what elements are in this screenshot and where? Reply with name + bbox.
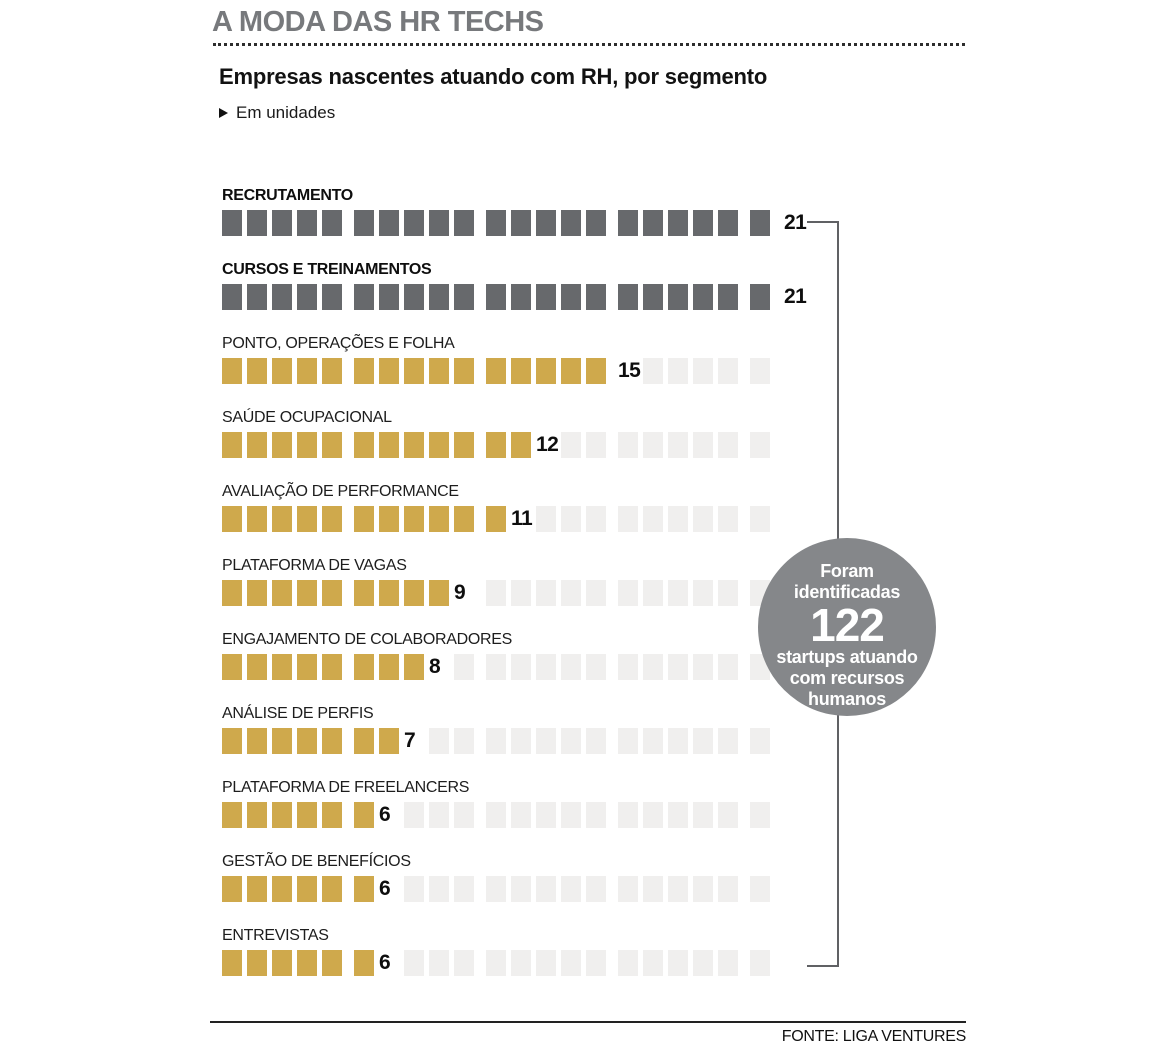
callout-line: Foram <box>820 561 874 581</box>
filled-square <box>297 802 317 828</box>
filled-square <box>354 432 374 458</box>
filled-square <box>297 950 317 976</box>
filled-square <box>247 950 267 976</box>
empty-square <box>486 654 506 680</box>
empty-square <box>668 802 688 828</box>
filled-square <box>511 284 531 310</box>
filled-square <box>222 654 242 680</box>
empty-square <box>618 950 638 976</box>
filled-square <box>272 876 292 902</box>
filled-square <box>322 432 342 458</box>
filled-square <box>247 876 267 902</box>
filled-square <box>429 358 449 384</box>
empty-square <box>561 950 581 976</box>
empty-square <box>511 950 531 976</box>
empty-square <box>693 950 713 976</box>
empty-square <box>536 654 556 680</box>
segment-label: PLATAFORMA DE VAGAS <box>222 557 407 574</box>
filled-square <box>247 432 267 458</box>
empty-square <box>561 506 581 532</box>
empty-square <box>693 432 713 458</box>
empty-square <box>511 654 531 680</box>
empty-square <box>511 876 531 902</box>
callout-total: 122 <box>810 599 884 651</box>
source-credit: FONTE: LIGA VENTURES <box>781 1028 966 1045</box>
filled-square <box>222 506 242 532</box>
empty-square <box>586 950 606 976</box>
filled-square <box>272 728 292 754</box>
filled-square <box>222 950 242 976</box>
empty-square <box>429 802 449 828</box>
empty-square <box>561 728 581 754</box>
filled-square <box>404 432 424 458</box>
filled-square <box>272 210 292 236</box>
filled-square <box>429 432 449 458</box>
filled-square <box>511 358 531 384</box>
filled-square <box>272 654 292 680</box>
empty-square <box>693 728 713 754</box>
filled-square <box>322 802 342 828</box>
filled-square <box>668 210 688 236</box>
page-title: A MODA DAS HR TECHS <box>212 6 544 38</box>
empty-square <box>511 580 531 606</box>
bracket-bottom-line <box>807 965 839 967</box>
empty-square <box>618 654 638 680</box>
filled-square <box>486 284 506 310</box>
filled-square <box>297 358 317 384</box>
empty-square <box>511 802 531 828</box>
empty-square <box>750 876 770 902</box>
segment-value: 11 <box>511 507 533 530</box>
filled-square <box>222 358 242 384</box>
empty-square <box>536 876 556 902</box>
empty-square <box>511 728 531 754</box>
segment-bar <box>222 654 806 680</box>
filled-square <box>272 284 292 310</box>
filled-square <box>322 728 342 754</box>
empty-square <box>643 876 663 902</box>
empty-square <box>718 950 738 976</box>
segment-label: SAÚDE OCUPACIONAL <box>222 409 392 426</box>
empty-square <box>643 358 663 384</box>
segment-value: 6 <box>379 877 391 900</box>
filled-square <box>379 432 399 458</box>
empty-square <box>486 802 506 828</box>
filled-square <box>693 210 713 236</box>
segment-bar <box>222 210 806 236</box>
filled-square <box>354 876 374 902</box>
segment-row <box>222 187 806 236</box>
empty-square <box>643 802 663 828</box>
filled-square <box>247 506 267 532</box>
segment-value: 7 <box>404 729 416 752</box>
empty-square <box>429 876 449 902</box>
filled-square <box>297 580 317 606</box>
filled-square <box>222 802 242 828</box>
filled-square <box>272 506 292 532</box>
segment-bar <box>222 728 806 754</box>
empty-square <box>586 654 606 680</box>
empty-square <box>750 358 770 384</box>
empty-square <box>668 876 688 902</box>
filled-square <box>643 284 663 310</box>
segment-row <box>222 779 806 828</box>
filled-square <box>454 432 474 458</box>
filled-square <box>297 654 317 680</box>
segment-label: GESTÃO DE BENEFÍCIOS <box>222 853 411 870</box>
segment-row <box>222 853 806 902</box>
empty-square <box>643 654 663 680</box>
empty-square <box>454 654 474 680</box>
empty-square <box>486 728 506 754</box>
filled-square <box>668 284 688 310</box>
filled-square <box>247 358 267 384</box>
segment-label: CURSOS E TREINAMENTOS <box>222 261 432 278</box>
segment-bar <box>222 580 806 606</box>
segment-row <box>222 557 806 606</box>
filled-square <box>486 210 506 236</box>
filled-square <box>536 284 556 310</box>
waffle-chart <box>222 187 806 1001</box>
callout-line: humanos <box>808 689 886 709</box>
empty-square <box>643 728 663 754</box>
filled-square <box>297 210 317 236</box>
filled-square <box>322 358 342 384</box>
segment-bar <box>222 950 806 976</box>
segment-label: ENTREVISTAS <box>222 927 329 944</box>
filled-square <box>354 728 374 754</box>
filled-square <box>454 210 474 236</box>
segment-row <box>222 409 806 458</box>
filled-square <box>354 358 374 384</box>
segment-row <box>222 705 806 754</box>
segment-value: 8 <box>429 655 441 678</box>
empty-square <box>718 506 738 532</box>
segment-value: 15 <box>618 359 641 382</box>
filled-square <box>272 432 292 458</box>
filled-square <box>429 506 449 532</box>
filled-square <box>511 210 531 236</box>
empty-square <box>693 358 713 384</box>
segment-bar <box>222 876 806 902</box>
filled-square <box>272 580 292 606</box>
segment-value: 21 <box>784 285 807 308</box>
empty-square <box>750 506 770 532</box>
empty-square <box>561 654 581 680</box>
segment-value: 12 <box>536 433 559 456</box>
segment-value: 6 <box>379 951 391 974</box>
empty-square <box>404 876 424 902</box>
unit-note <box>219 103 335 123</box>
footer-divider <box>210 1021 966 1023</box>
empty-square <box>486 876 506 902</box>
filled-square <box>586 358 606 384</box>
filled-square <box>404 358 424 384</box>
empty-square <box>561 432 581 458</box>
filled-square <box>322 284 342 310</box>
filled-square <box>354 506 374 532</box>
filled-square <box>322 506 342 532</box>
empty-square <box>668 728 688 754</box>
empty-square <box>404 802 424 828</box>
empty-square <box>618 580 638 606</box>
filled-square <box>222 432 242 458</box>
empty-square <box>718 802 738 828</box>
filled-square <box>429 210 449 236</box>
empty-square <box>693 876 713 902</box>
unit-label: Em unidades <box>236 103 336 122</box>
filled-square <box>404 210 424 236</box>
segment-label: ANÁLISE DE PERFIS <box>222 705 374 722</box>
segment-row <box>222 261 806 310</box>
segment-row <box>222 631 806 680</box>
filled-square <box>322 210 342 236</box>
filled-square <box>454 284 474 310</box>
filled-square <box>222 210 242 236</box>
filled-square <box>379 580 399 606</box>
filled-square <box>536 210 556 236</box>
empty-square <box>429 728 449 754</box>
filled-square <box>247 210 267 236</box>
filled-square <box>297 876 317 902</box>
empty-square <box>718 580 738 606</box>
filled-square <box>247 580 267 606</box>
filled-square <box>247 728 267 754</box>
empty-square <box>536 950 556 976</box>
empty-square <box>643 432 663 458</box>
empty-square <box>618 506 638 532</box>
empty-square <box>693 506 713 532</box>
empty-square <box>693 654 713 680</box>
empty-square <box>668 506 688 532</box>
filled-square <box>454 506 474 532</box>
empty-square <box>718 876 738 902</box>
dotted-divider <box>213 43 965 46</box>
filled-square <box>486 358 506 384</box>
empty-square <box>643 506 663 532</box>
filled-square <box>586 284 606 310</box>
chart-subtitle: Empresas nascentes atuando com RH, por segmento <box>219 64 768 89</box>
segment-value: 21 <box>784 211 807 234</box>
empty-square <box>561 802 581 828</box>
filled-square <box>486 432 506 458</box>
filled-square <box>247 284 267 310</box>
empty-square <box>536 802 556 828</box>
filled-square <box>222 876 242 902</box>
segment-bar <box>222 802 806 828</box>
filled-square <box>272 802 292 828</box>
filled-square <box>297 284 317 310</box>
empty-square <box>643 950 663 976</box>
filled-square <box>379 358 399 384</box>
empty-square <box>718 432 738 458</box>
filled-square <box>297 728 317 754</box>
empty-square <box>618 802 638 828</box>
empty-square <box>586 728 606 754</box>
bracket-top-line <box>807 221 839 223</box>
empty-square <box>586 876 606 902</box>
filled-square <box>379 654 399 680</box>
filled-square <box>297 432 317 458</box>
segment-row <box>222 483 806 532</box>
empty-square <box>454 950 474 976</box>
callout-line: identificadas <box>793 582 901 602</box>
empty-square <box>750 728 770 754</box>
empty-square <box>668 358 688 384</box>
filled-square <box>322 950 342 976</box>
callout-line: com recursos <box>789 668 905 688</box>
filled-square <box>354 654 374 680</box>
filled-square <box>750 284 770 310</box>
filled-square <box>404 654 424 680</box>
filled-square <box>429 580 449 606</box>
segment-bar <box>222 432 806 458</box>
empty-square <box>454 802 474 828</box>
filled-square <box>272 358 292 384</box>
filled-square <box>322 654 342 680</box>
segment-label: PLATAFORMA DE FREELANCERS <box>222 779 470 796</box>
filled-square <box>693 284 713 310</box>
filled-square <box>486 506 506 532</box>
filled-square <box>404 506 424 532</box>
filled-square <box>561 284 581 310</box>
filled-square <box>404 580 424 606</box>
empty-square <box>586 432 606 458</box>
empty-square <box>536 728 556 754</box>
empty-square <box>693 802 713 828</box>
filled-square <box>379 728 399 754</box>
segment-row <box>222 335 806 384</box>
filled-square <box>429 284 449 310</box>
empty-square <box>586 506 606 532</box>
segment-label: PONTO, OPERAÇÕES E FOLHA <box>222 335 455 352</box>
bullet-arrow-icon <box>219 108 228 118</box>
segment-label: AVALIAÇÃO DE PERFORMANCE <box>222 483 459 500</box>
filled-square <box>222 728 242 754</box>
empty-square <box>750 802 770 828</box>
empty-square <box>693 580 713 606</box>
filled-square <box>322 876 342 902</box>
filled-square <box>643 210 663 236</box>
filled-square <box>322 580 342 606</box>
empty-square <box>643 580 663 606</box>
empty-square <box>618 728 638 754</box>
empty-square <box>486 950 506 976</box>
filled-square <box>247 654 267 680</box>
filled-square <box>404 284 424 310</box>
empty-square <box>586 802 606 828</box>
segment-bar <box>222 358 806 384</box>
segment-row <box>222 927 806 976</box>
empty-square <box>536 580 556 606</box>
filled-square <box>297 506 317 532</box>
filled-square <box>247 802 267 828</box>
filled-square <box>379 284 399 310</box>
filled-square <box>750 210 770 236</box>
filled-square <box>618 210 638 236</box>
segment-bar <box>222 284 806 310</box>
segment-value: 6 <box>379 803 391 826</box>
filled-square <box>618 284 638 310</box>
filled-square <box>272 950 292 976</box>
filled-square <box>354 580 374 606</box>
empty-square <box>718 728 738 754</box>
empty-square <box>668 432 688 458</box>
total-callout <box>758 538 936 716</box>
empty-square <box>618 876 638 902</box>
empty-square <box>561 580 581 606</box>
filled-square <box>718 284 738 310</box>
empty-square <box>718 358 738 384</box>
empty-square <box>668 654 688 680</box>
empty-square <box>718 654 738 680</box>
filled-square <box>536 358 556 384</box>
segment-value: 9 <box>454 581 466 604</box>
empty-square <box>429 950 449 976</box>
filled-square <box>354 210 374 236</box>
empty-square <box>618 432 638 458</box>
filled-square <box>354 284 374 310</box>
empty-square <box>454 728 474 754</box>
segment-label: RECRUTAMENTO <box>222 187 353 204</box>
filled-square <box>222 284 242 310</box>
empty-square <box>561 876 581 902</box>
empty-square <box>668 580 688 606</box>
filled-square <box>561 210 581 236</box>
empty-square <box>486 580 506 606</box>
empty-square <box>668 950 688 976</box>
filled-square <box>511 432 531 458</box>
empty-square <box>750 432 770 458</box>
filled-square <box>379 210 399 236</box>
filled-square <box>354 802 374 828</box>
filled-square <box>561 358 581 384</box>
filled-square <box>586 210 606 236</box>
empty-square <box>536 506 556 532</box>
empty-square <box>750 950 770 976</box>
segment-label: ENGAJAMENTO DE COLABORADORES <box>222 631 513 648</box>
empty-square <box>586 580 606 606</box>
segment-bar <box>222 506 806 532</box>
empty-square <box>454 876 474 902</box>
filled-square <box>379 506 399 532</box>
filled-square <box>454 358 474 384</box>
filled-square <box>222 580 242 606</box>
filled-square <box>718 210 738 236</box>
callout-line: startups atuando <box>776 647 918 667</box>
filled-square <box>354 950 374 976</box>
empty-square <box>404 950 424 976</box>
